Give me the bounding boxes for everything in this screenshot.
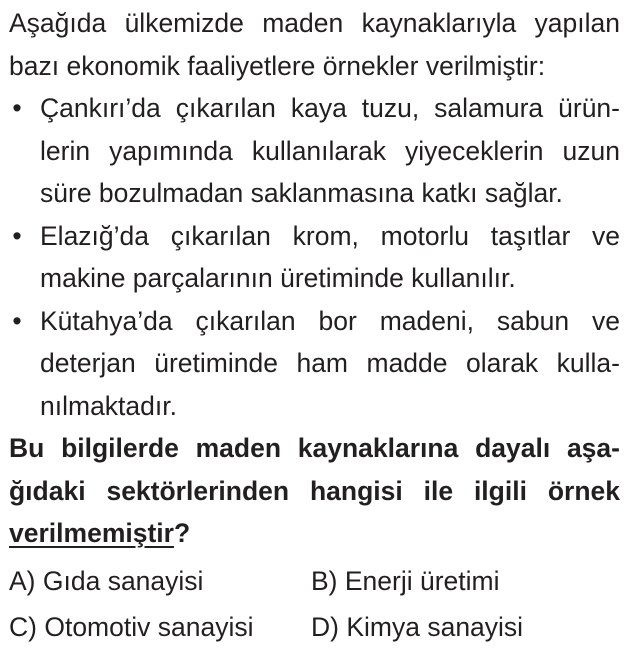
- option-letter: D): [311, 611, 339, 642]
- option-letter: B): [311, 565, 338, 596]
- bullet-list: [9, 87, 620, 427]
- question-line: [9, 512, 620, 555]
- bullet-line: Çankırı’da çıkarılan kaya tuzu, salamura ürün-: [40, 93, 620, 123]
- bullet-icon: •: [12, 220, 22, 251]
- option-letter: C): [9, 611, 37, 642]
- option-text: Gıda sanayisi: [42, 565, 204, 596]
- bullet-icon: •: [12, 93, 22, 123]
- question-negation: verilmemiştir: [9, 518, 174, 548]
- option-a[interactable]: [9, 559, 311, 603]
- option-letter: A): [9, 565, 36, 596]
- option-d[interactable]: [311, 605, 620, 649]
- bullet-line: deterjan üretiminde ham madde olarak kulla-: [40, 348, 620, 378]
- question-stem: [9, 427, 620, 555]
- answer-options: [9, 559, 620, 649]
- question-line: Bu bilgilerde maden kaynaklarına dayalı aşa-: [9, 433, 620, 463]
- bullet-item: [9, 87, 620, 215]
- question-line: ğıdaki sektörlerinden hangisi ile ilgili örnek: [9, 475, 620, 506]
- bullet-line: Elazığ’da çıkarılan krom, motorlu taşıtlar ve: [40, 220, 620, 251]
- intro-line: Aşağıda ülkemizde maden kaynaklarıyla yapılan: [9, 8, 620, 38]
- intro-line: bazı ekonomik faaliyetlere örnekler verilmiştir:: [9, 50, 546, 81]
- bullet-item: [9, 215, 620, 300]
- intro-text: [9, 0, 620, 87]
- option-text: Enerji üretimi: [344, 565, 500, 596]
- bullet-line: Kütahya’da çıkarılan bor madeni, sabun ve: [40, 305, 620, 336]
- bullet-icon: •: [12, 305, 22, 336]
- question-mark: ?: [173, 518, 191, 548]
- option-text: Kimya sanayisi: [346, 611, 524, 642]
- bullet-line: süre bozulmadan saklanmasına katkı sağlar.: [40, 178, 563, 208]
- bullet-line: nılmaktadır.: [40, 390, 177, 421]
- option-c[interactable]: [9, 605, 311, 649]
- bullet-line: makine parçalarının üretiminde kullanılır.: [40, 263, 516, 293]
- option-text: Otomotiv sanayisi: [44, 611, 254, 642]
- bullet-line: lerin yapımında kullanılarak yiyeceklerin uzun: [40, 135, 620, 166]
- bullet-item: [9, 300, 620, 428]
- option-b[interactable]: [311, 559, 620, 603]
